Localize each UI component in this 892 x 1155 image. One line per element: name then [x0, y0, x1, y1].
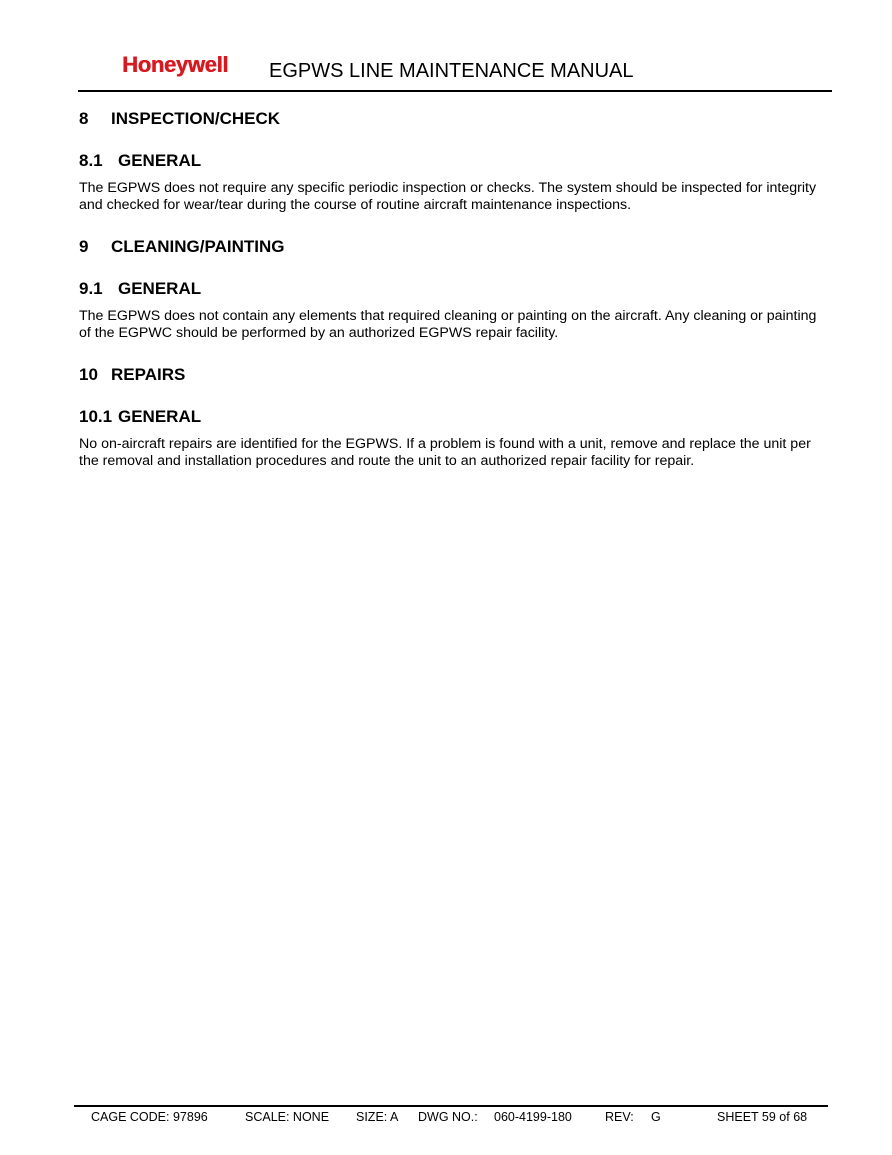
subsection-heading [79, 404, 819, 430]
honeywell-logo: Honeywell [122, 52, 229, 77]
subsection-heading [79, 276, 819, 302]
section-title: REPAIRS [111, 365, 186, 384]
page-footer [74, 1105, 828, 1131]
subsection-title: GENERAL [118, 151, 202, 170]
section-number: 8 [79, 109, 89, 128]
size: SIZE: A [356, 1110, 399, 1124]
subsection-heading [79, 148, 819, 174]
cage-code: CAGE CODE: 97896 [91, 1110, 208, 1124]
paragraph: No on-aircraft repairs are identified for the EGPWS. If a problem is found with a unit, remove and replace the unit per the removal and installation procedures and route the unit to an authorized repair facility for repair. [79, 436, 811, 469]
subsection-title: GENERAL [118, 407, 202, 426]
subsection-number: 9.1 [79, 279, 103, 298]
subsection-number: 8.1 [79, 151, 103, 170]
subsection-number: 10.1 [79, 407, 113, 426]
section-number: 10 [79, 365, 98, 384]
sheet-number: SHEET 59 of 68 [717, 1110, 808, 1124]
section-heading [79, 106, 819, 132]
document-title: EGPWS LINE MAINTENANCE MANUAL [269, 60, 634, 82]
paragraph: The EGPWS does not contain any elements that required cleaning or painting on the aircraft. Any cleaning or painting of the EGPWC should be performed by an authorized EGPWS repair facility. [79, 308, 817, 341]
section-heading [79, 362, 819, 388]
rev-value: G [651, 1110, 661, 1124]
section-number: 9 [79, 237, 89, 256]
section-title: INSPECTION/CHECK [111, 109, 281, 128]
dwg-number: 060-4199-180 [494, 1110, 572, 1124]
paragraph: The EGPWS does not require any specific periodic inspection or checks. The system should be inspected for integrity and checked for wear/tear during the course of routine aircraft maintenance inspections. [79, 180, 817, 213]
subsection-title: GENERAL [118, 279, 202, 298]
dwg-label: DWG NO.: [418, 1110, 478, 1124]
section-title: CLEANING/PAINTING [111, 237, 285, 256]
rev-label: REV: [605, 1110, 634, 1124]
scale: SCALE: NONE [245, 1110, 330, 1124]
document-body [79, 106, 819, 470]
section-heading [79, 234, 819, 260]
page-header [78, 48, 832, 92]
